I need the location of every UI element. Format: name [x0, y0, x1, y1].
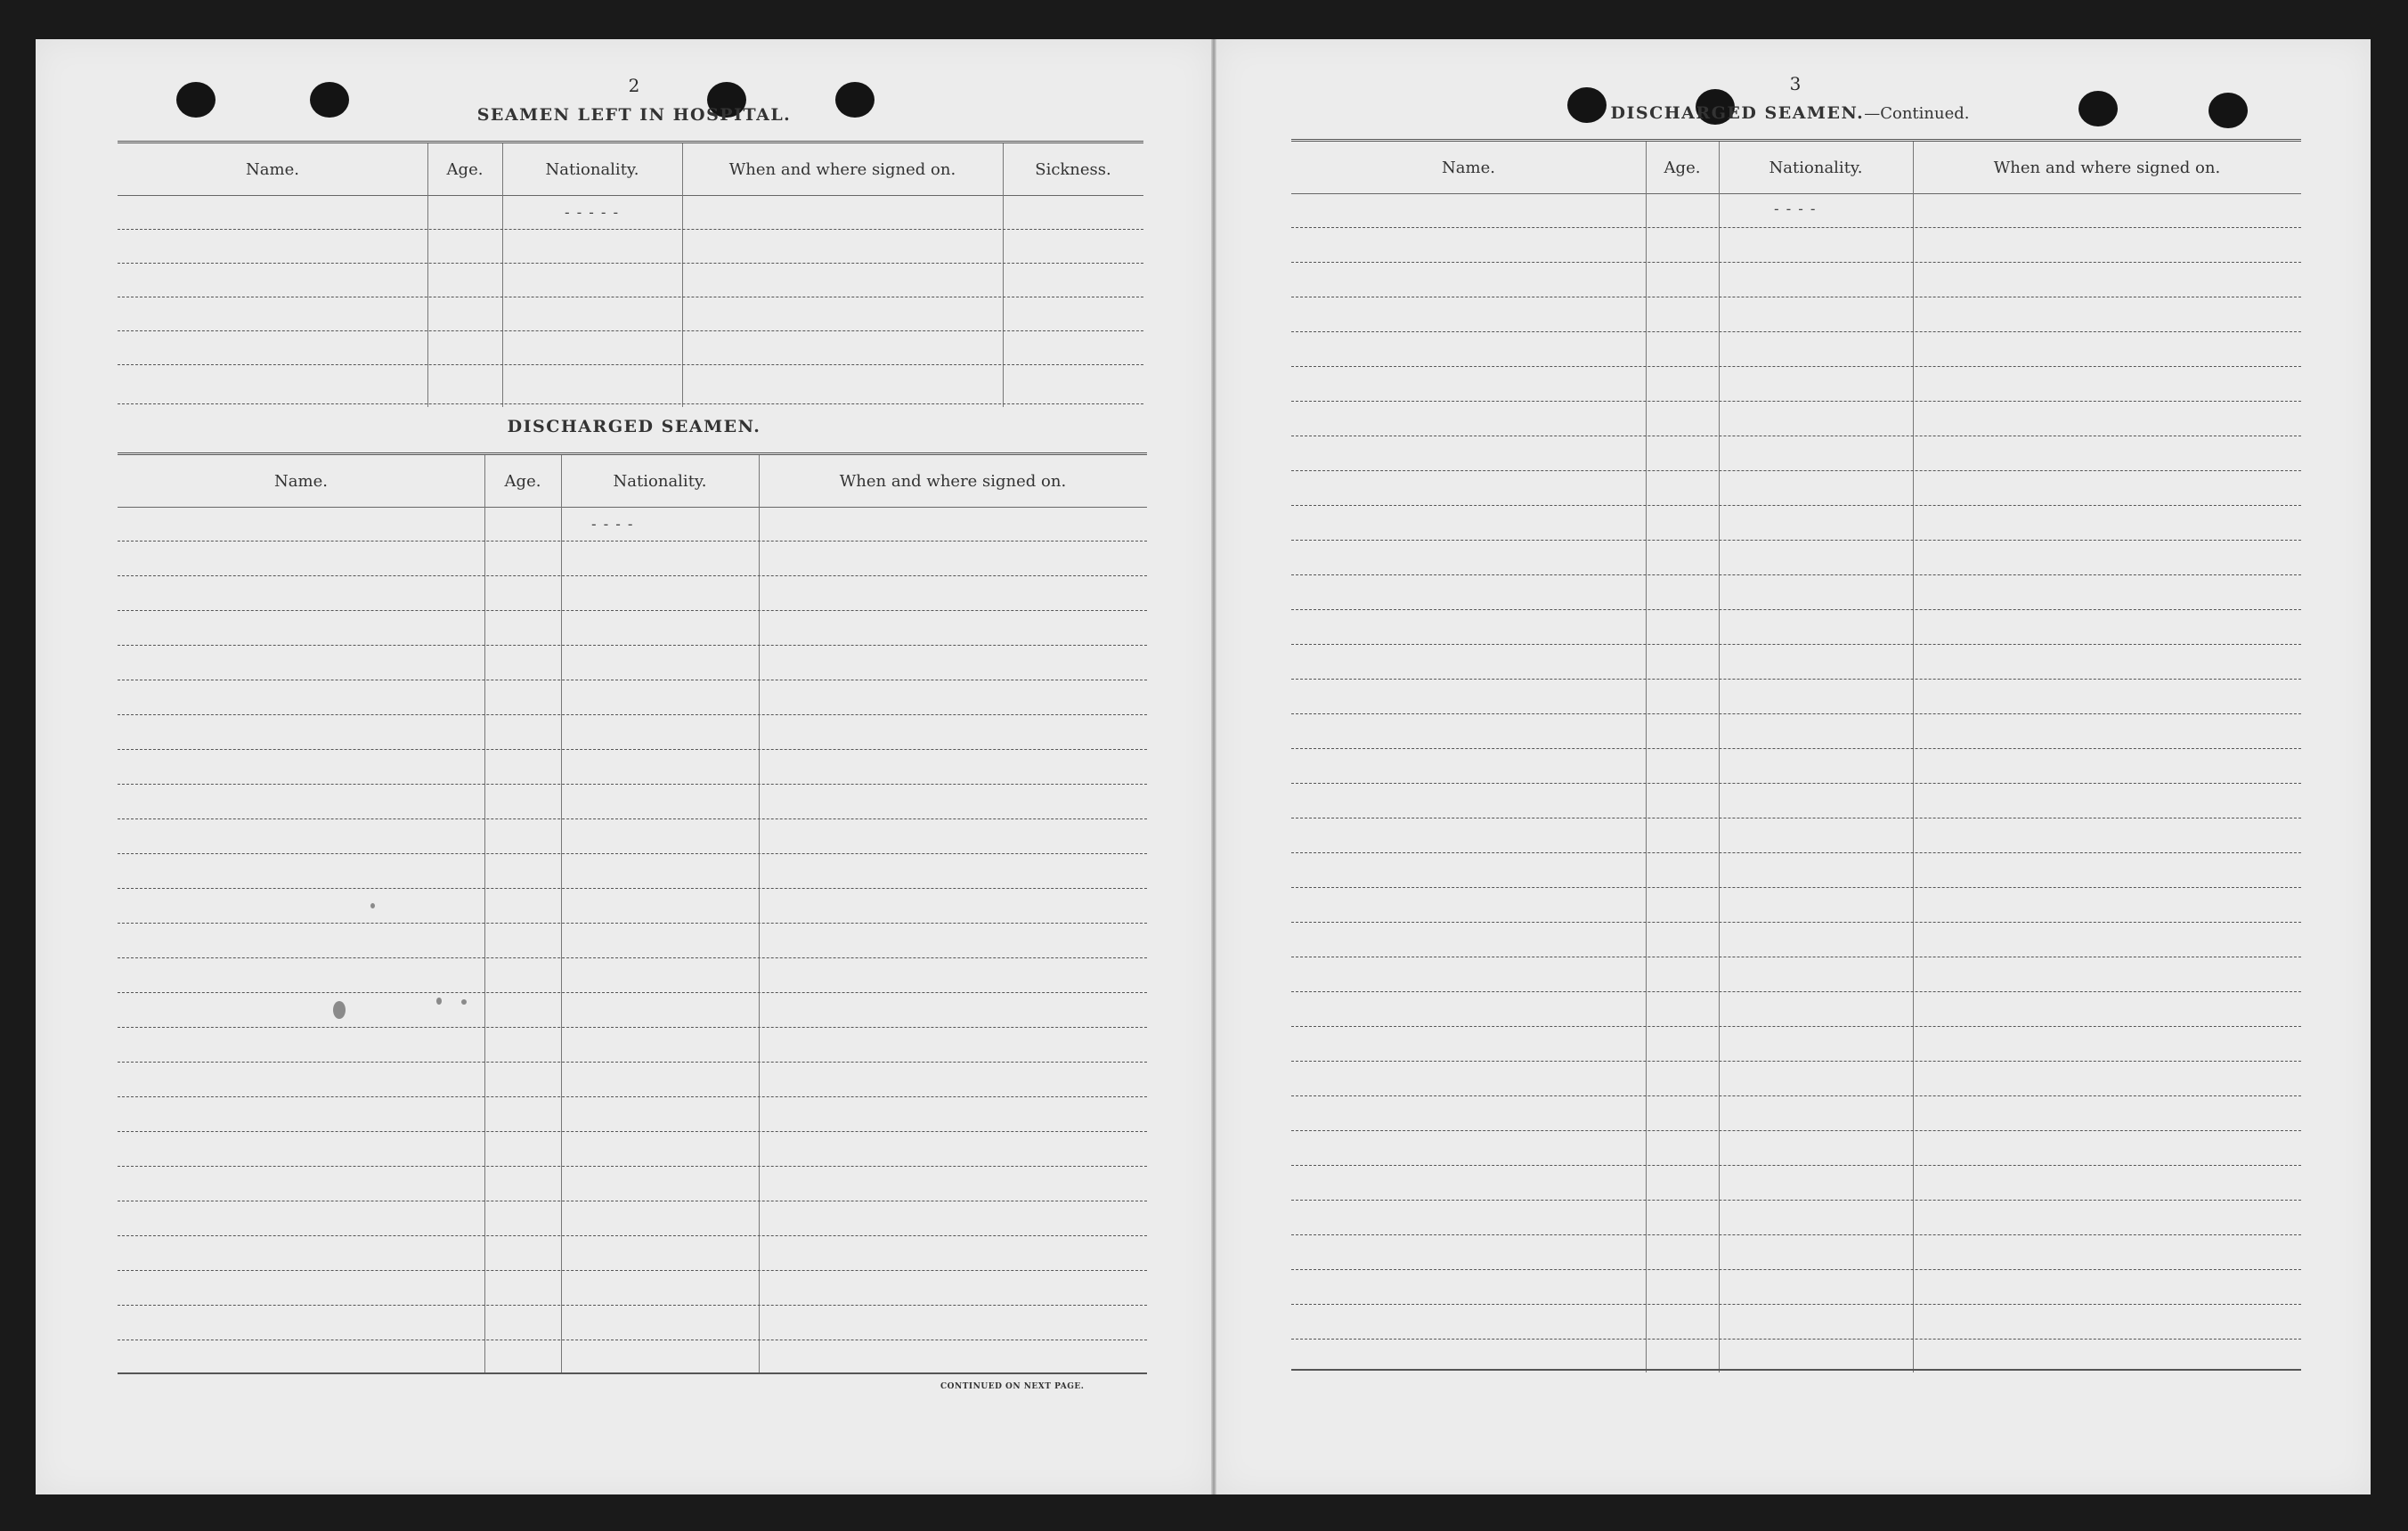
ruled-line — [1291, 1269, 2301, 1270]
ruled-line — [1291, 366, 2301, 367]
ruled-line — [118, 610, 1147, 611]
ruled-line — [118, 749, 1147, 750]
punch-hole — [2079, 91, 2118, 126]
discharged-table-left — [118, 452, 1147, 1374]
ink-smudge — [461, 999, 467, 1005]
column-header-signed-on: When and where signed on. — [1993, 158, 2221, 177]
ruled-line — [118, 818, 1147, 819]
page-number: 3 — [1789, 73, 1802, 94]
ruled-line — [1291, 991, 2301, 992]
ruled-line — [1291, 609, 2301, 610]
ruled-line — [1291, 1234, 2301, 1235]
table-bottom-rule — [1291, 1369, 2301, 1371]
column-header-name: Name. — [246, 159, 299, 179]
ruled-line — [118, 853, 1147, 854]
ruled-line — [118, 784, 1147, 785]
discharged-table-header — [118, 455, 1147, 508]
ruled-line — [1291, 1200, 2301, 1201]
ruled-line — [1291, 713, 2301, 714]
ditto-mark: ---- — [1772, 200, 1821, 217]
column-header-sickness: Sickness. — [1035, 159, 1111, 179]
ruled-line — [118, 575, 1147, 576]
ruled-line — [1291, 331, 2301, 332]
continued-note: CONTINUED ON NEXT PAGE. — [940, 1382, 1085, 1391]
ruled-line — [118, 229, 1143, 230]
ruled-line — [118, 645, 1147, 646]
column-header-age: Age. — [504, 471, 541, 491]
column-header-nationality: Nationality. — [1769, 158, 1863, 177]
column-header-name: Name. — [274, 471, 328, 491]
ruled-line — [118, 923, 1147, 924]
ruled-line — [1291, 887, 2301, 888]
ditto-mark: ---- — [590, 516, 639, 533]
ruled-line — [118, 1305, 1147, 1306]
discharged-table-right — [1291, 139, 2301, 1372]
discharged-section-title: DISCHARGED SEAMEN. — [507, 417, 761, 436]
ruled-line — [1291, 1304, 2301, 1305]
discharged-table-header — [1291, 142, 2301, 194]
ruled-line — [1291, 783, 2301, 784]
section-title-text: DISCHARGED SEAMEN. — [1610, 103, 1865, 123]
table-bottom-rule — [118, 1372, 1147, 1374]
ruled-line — [118, 330, 1143, 331]
ruled-line — [118, 403, 1143, 404]
ruled-line — [1291, 1095, 2301, 1096]
punch-hole — [310, 82, 349, 118]
hospital-table-header — [118, 143, 1143, 196]
ruled-line — [118, 1062, 1147, 1063]
ruled-line — [1291, 1165, 2301, 1166]
ruled-line — [118, 1096, 1147, 1097]
ruled-line — [118, 263, 1143, 264]
ruled-line — [1291, 1130, 2301, 1131]
ruled-line — [1291, 644, 2301, 645]
ruled-line — [1291, 748, 2301, 749]
ruled-line — [118, 992, 1147, 993]
ruled-line — [118, 364, 1143, 365]
ruled-line — [1291, 470, 2301, 471]
punch-hole — [835, 82, 875, 118]
ruled-line — [1291, 1026, 2301, 1027]
ruled-line — [118, 1131, 1147, 1132]
discharged-continued-title — [1585, 103, 1995, 123]
column-header-name: Name. — [1442, 158, 1495, 177]
column-header-signed-on: When and where signed on. — [839, 471, 1067, 491]
ruled-line — [118, 1027, 1147, 1028]
ruled-line — [118, 1235, 1147, 1236]
column-header-age: Age. — [446, 159, 484, 179]
ruled-line — [118, 541, 1147, 542]
ruled-line — [1291, 505, 2301, 506]
ink-smudge — [370, 903, 375, 908]
ruled-line — [118, 957, 1147, 958]
ditto-mark: ----- — [563, 204, 624, 221]
hospital-section-title: SEAMEN LEFT IN HOSPITAL. — [476, 105, 792, 125]
column-header-nationality: Nationality. — [545, 159, 639, 179]
ruled-line — [1291, 540, 2301, 541]
ruled-line — [1291, 679, 2301, 680]
ruled-line — [118, 1166, 1147, 1167]
page-number: 2 — [628, 75, 640, 96]
ruled-line — [1291, 852, 2301, 853]
ruled-line — [1291, 1339, 2301, 1340]
ink-smudge — [436, 998, 442, 1005]
ruled-line — [1291, 401, 2301, 402]
ruled-line — [1291, 262, 2301, 263]
ruled-line — [1291, 227, 2301, 228]
ruled-line — [1291, 574, 2301, 575]
ink-smudge — [333, 1001, 346, 1019]
ruled-line — [118, 1270, 1147, 1271]
column-header-signed-on: When and where signed on. — [728, 159, 956, 179]
ruled-line — [118, 888, 1147, 889]
ruled-line — [1291, 922, 2301, 923]
hospital-table — [118, 141, 1143, 407]
ruled-line — [1291, 1061, 2301, 1062]
continued-label: —Continued. — [1864, 104, 1970, 123]
column-header-nationality: Nationality. — [613, 471, 707, 491]
punch-hole — [2209, 93, 2248, 128]
punch-hole — [176, 82, 216, 118]
ruled-line — [118, 714, 1147, 715]
column-header-age: Age. — [1664, 158, 1701, 177]
